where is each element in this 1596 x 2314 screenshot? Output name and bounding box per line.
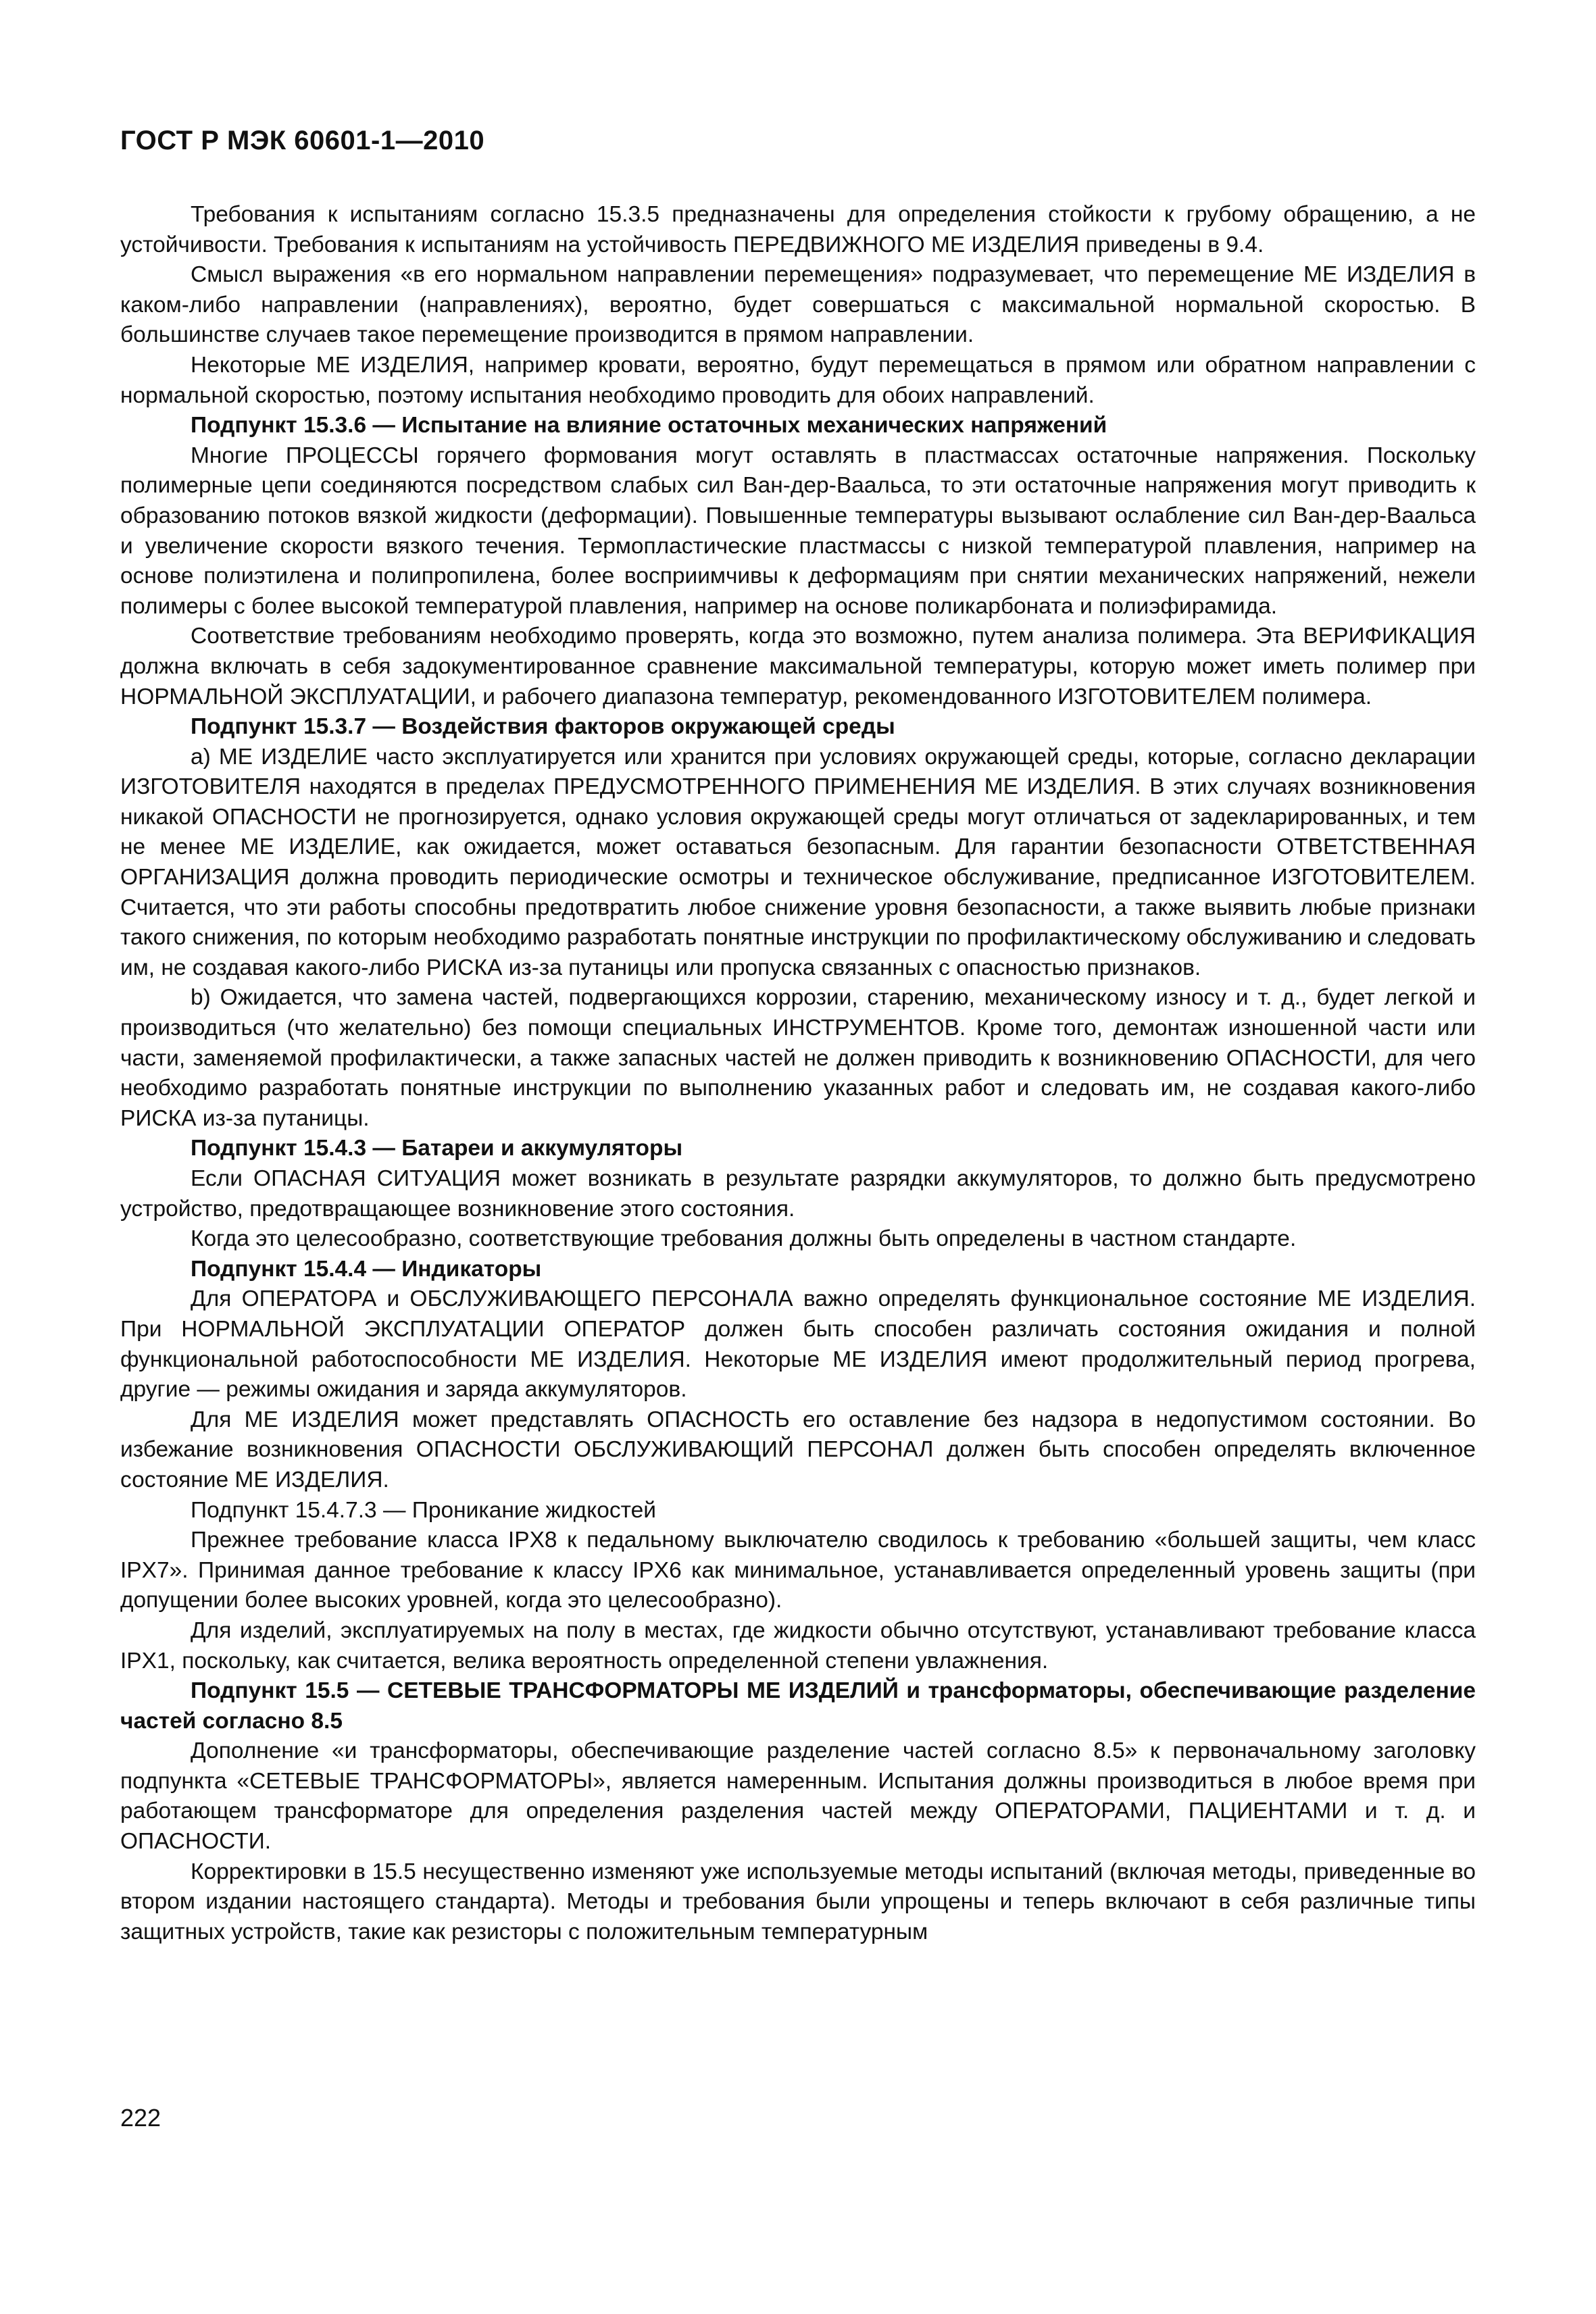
paragraph: Корректировки в 15.5 несущественно изменяют уже используемые методы испытаний (включая методы, приведенные во втором издании настоящего стандарта). Методы и требования были упрощены и теперь включают в себя различные типы защитных устройств, такие как резисторы с положительным температурным [120,1859,1476,1944]
section-heading-15-4-4: Подпункт 15.4.4 — Индикаторы [191,1256,542,1282]
paragraph: Требования к испытаниям согласно 15.3.5 предназначены для определения стойкости к грубому обращению, а не устойчивости. Требования к испытаниям на устойчивость ПЕРЕДВИЖНОГО МЕ ИЗДЕЛИЯ приведены в 9.4. [120,202,1476,257]
document-body [120,200,1476,1947]
section-heading-15-4-7-3: Подпункт 15.4.7.3 — Проникание жидкостей [191,1497,656,1523]
paragraph: Смысл выражения «в его нормальном направлении перемещения» подразумевает, что перемещение МЕ ИЗДЕЛИЯ в каком-либо направлении (направлениях), вероятно, будет совершаться с максимальной нормальной скоростью. В большинстве случаев такое перемещение производится в прямом направлении. [120,262,1476,348]
paragraph: Некоторые МЕ ИЗДЕЛИЯ, например кровати, вероятно, будут перемещаться в прямом или обратном направлении с нормальной скоростью, поэтому испытания необходимо проводить для обоих направлений. [120,352,1476,408]
section-heading-15-5: Подпункт 15.5 — СЕТЕВЫЕ ТРАНСФОРМАТОРЫ МЕ ИЗДЕЛИЙ и трансформаторы, обеспечивающие разделение частей согласно 8.5 [120,1678,1476,1734]
paragraph: Для МЕ ИЗДЕЛИЯ может представлять ОПАСНОСТЬ его оставление без надзора в недопустимом состоянии. Во избежание возникновения ОПАСНОСТИ ОБСЛУЖИВАЮЩИЙ ПЕРСОНАЛ должен быть способен определять включенное состояние МЕ ИЗДЕЛИЯ. [120,1407,1476,1492]
paragraph: Для изделий, эксплуатируемых на полу в местах, где жидкости обычно отсутствуют, устанавливают требование класса IPX1, поскольку, как считается, велика вероятность определенной степени увлажнения. [120,1617,1476,1674]
section-heading-15-3-6: Подпункт 15.3.6 — Испытание на влияние остаточных механических напряжений [191,413,1107,438]
paragraph: Прежнее требование класса IPX8 к педальному выключателю сводилось к требованию «большей защиты, чем класс IPX7». Принимая данное требование к классу IPX6 как минимальное, устанавливается определенный уровень защиты (при допущении более высоких уровней, когда это целесообразно). [120,1528,1476,1613]
section-heading-15-4-3: Подпункт 15.4.3 — Батареи и аккумуляторы [191,1136,683,1161]
page-number: 222 [120,2104,161,2132]
paragraph: Когда это целесообразно, соответствующие требования должны быть определены в частном стандарте. [191,1226,1297,1252]
paragraph: Дополнение «и трансформаторы, обеспечивающие разделение частей согласно 8.5» к первоначальному заголовку подпункта «СЕТЕВЫЕ ТРАНСФОРМАТОРЫ», является намеренным. Испытания должны производиться в любое время при работающем трансформаторе для определения разделения частей между ОПЕРАТОРАМИ, ПАЦИЕНТАМИ и т. д. и ОПАСНОСТИ. [120,1738,1476,1855]
section-heading-15-3-7: Подпункт 15.3.7 — Воздействия факторов окружающей среды [191,714,895,740]
paragraph: Многие ПРОЦЕССЫ горячего формования могут оставлять в пластмассах остаточные напряжения. Поскольку полимерные цепи соединяются посредством слабых сил Ван-дер-Ваальса, то эти остаточные напряжения могут приводить к образованию потоков вязкой жидкости (деформации). Повышенные температуры вызывают ослабление сил Ван-дер-Ваальса и увеличение скорости вязкого течения. Термопластические пластмассы с низкой температурой плавления, например на основе полиэтилена и полипропилена, более восприимчивы к деформациям при снятии механических напряжений, нежели полимеры с более высокой температурой плавления, например на основе поликарбоната и полиэфирамида. [120,443,1476,619]
document-header: ГОСТ Р МЭК 60601-1—2010 [120,126,485,155]
paragraph: Соответствие требованиям необходимо проверять, когда это возможно, путем анализа полимера. Эта ВЕРИФИКАЦИЯ должна включать в себя задокументированное сравнение максимальной температуры, которую может иметь полимер при НОРМАЛЬНОЙ ЭКСПЛУАТАЦИИ, и рабочего диапазона температур, рекомендованного ИЗГОТОВИТЕЛЕМ полимера. [120,624,1476,709]
paragraph: b) Ожидается, что замена частей, подвергающихся коррозии, старению, механическому износу и т. д., будет легкой и производиться (что желательно) без помощи специальных ИНСТРУМЕНТОВ. Кроме того, демонтаж изношенной части или части, заменяемой профилактически, а также запасных частей не должен приводить к возникновению ОПАСНОСТИ, для чего необходимо разработать понятные инструкции по выполнению указанных работ и следовать им, не создавая какого-либо РИСКА из-за путаницы. [120,985,1476,1131]
paragraph: Если ОПАСНАЯ СИТУАЦИЯ может возникать в результате разрядки аккумуляторов, то должно быть предусмотрено устройство, предотвращающее возникновение этого состояния. [120,1166,1476,1222]
paragraph: Для ОПЕРАТОРА и ОБСЛУЖИВАЮЩЕГО ПЕРСОНАЛА важно определять функциональное состояние МЕ ИЗДЕЛИЯ. При НОРМАЛЬНОЙ ЭКСПЛУАТАЦИИ ОПЕРАТОР должен быть способен различать состояния ожидания и полной функциональной работоспособности МЕ ИЗДЕЛИЯ. Некоторые МЕ ИЗДЕЛИЯ имеют продолжительный период прогрева, другие — режимы ожидания и заряда аккумуляторов. [120,1286,1476,1403]
paragraph: а) МЕ ИЗДЕЛИЕ часто эксплуатируется или хранится при условиях окружающей среды, которые, согласно декларации ИЗГОТОВИТЕЛЯ находятся в пределах ПРЕДУСМОТРЕННОГО ПРИМЕНЕНИЯ МЕ ИЗДЕЛИЯ. В этих случаях возникновения никакой ОПАСНОСТИ не прогнозируется, однако условия окружающей среды могут отличаться от задекларированных, и тем не менее МЕ ИЗДЕЛИЕ, как ожидается, может оставаться безопасным. Для гарантии безопасности ОТВЕТСТВЕННАЯ ОРГАНИЗАЦИЯ должна проводить периодические осмотры и техническое обслуживание, предписанное ИЗГОТОВИТЕЛЕМ. Считается, что эти работы способны предотвратить любое снижение уровня безопасности, а также выявить любые признаки такого снижения, по которым необходимо разработать понятные инструкции по профилактическому обслуживанию и следовать им, не создавая какого-либо РИСКА из-за путаницы или пропуска связанных с опасностью признаков. [120,744,1476,980]
